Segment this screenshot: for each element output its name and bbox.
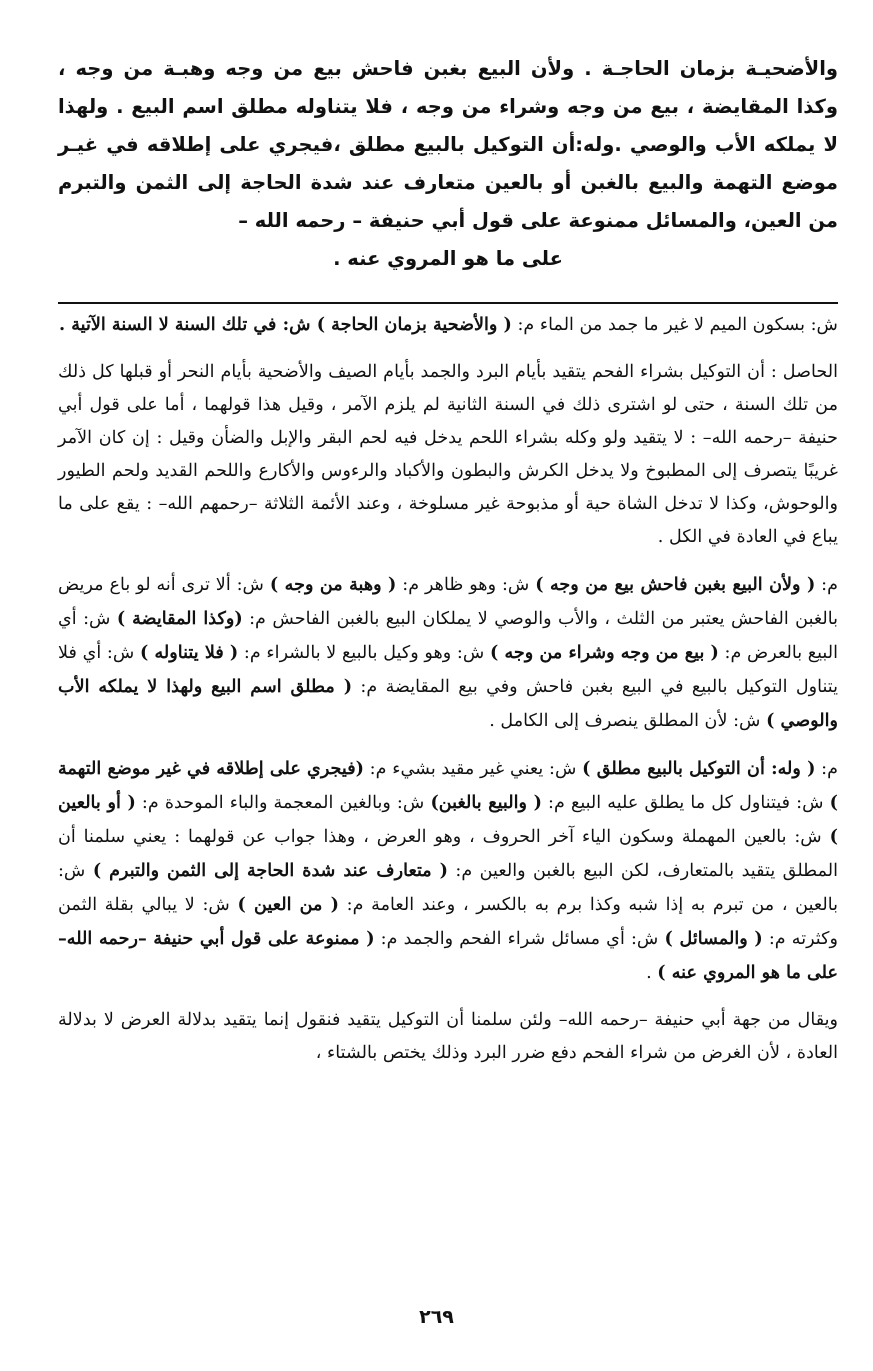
commentary-paragraph-4: م: ( وله: أن التوكيل بالبيع مطلق ) ش: يعني غير مقيد بشيء م: (فيجري على إطلاقه في غير موضع التهمة ) ش: فيتناول كل ما يطلق عليه البيع م: ( والبيع بالغبن) ش: وبالغين المعجمة والباء الموحدة م: ( أو بالعين ) ش: بالعين المهملة وسكون الياء آخر الحروف ، وهو العرض ، وهذا جواب عن قولهما : يعني سلمنا أن المطلق يتقيد بالمتعارف، لكن البيع بالغبن والعين م: ( متعارف عند شدة الحاجة إلى الثمن والتبرم ) ش: بالعين ، من تبرم به إذا شبه وكذا برم به بالكسر ، وعند العامة م: ( من العين ) ش: لا يبالي بقلة الثمن وكثرته م: ( والمسائل ) ش: أي مسائل شراء الفحم والجمد م: ( ممنوعة على قول أبي حنيفة –رحمه الله– على ما هو المروي عنه ) . [58, 758, 839, 983]
commentary-paragraph-2: الحاصل : أن التوكيل بشراء الفحم يتقيد بأيام البرد والجمد بأيام الصيف والأضحية بأيام النحر أو قبلها كل ذلك من تلك السنة ، حتى لو اشترى ذلك في السنة الثانية لم يلزم الآمر ، وقيل هذا قولهما ، أما على قول أبي حنيفة –رحمه الله– : لا يتقيد ولو وكله بشراء اللحم يدخل فيه لحم البقر والإبل والضأن وقيل : إن كان الآمر غريبًا يتصرف إلى المطبوخ ولا يدخل الكرش والبطون والأكباد والرءوس والأكارع واللحم القديد ولحم الطيور والوحوش، وكذا لا تدخل الشاة حية أو مذبوحة غير مسلوخة ، وعند الأئمة الثلاثة –رحمهم الله– : يقع على ما يباع في العادة في الكل . [58, 362, 838, 547]
quoted-matn: ( متعارف عند شدة الحاجة إلى الثمن والتبرم ) [92, 860, 448, 881]
main-text-matn [58, 50, 838, 278]
quoted-matn: ( وهبة من وجه ) [269, 574, 397, 595]
quoted-matn: (وكذا المقايضة ) [116, 608, 243, 629]
quoted-matn: ( والمسائل ) [664, 928, 763, 949]
quoted-matn: ( وله: أن التوكيل بالبيع مطلق ) [582, 758, 816, 779]
quoted-matn: ( والبيع بالغبن) [430, 792, 542, 813]
commentary-paragraph-1: ش: بسكون الميم لا غير ما جمد من الماء م: ( والأضحية بزمان الحاجة ) ش: في تلك السنة لا السنة الآتية . [59, 314, 838, 335]
book-page [58, 50, 838, 1350]
quoted-matn: ( بيع من وجه وشراء من وجه ) [489, 642, 719, 663]
quoted-matn: ( من العين ) [237, 894, 339, 915]
matn-last-line: على ما هو المروي عنه . [333, 247, 563, 270]
commentary-paragraph-3: م: ( ولأن البيع بغبن فاحش بيع من وجه ) ش: وهو ظاهر م: ( وهبة من وجه ) ش: ألا ترى أنه لو باع مريض بالغبن الفاحش يعتبر من الثلث ، والأب والوصي لا يملكان البيع بالغبن الفاحش م: (وكذا المقايضة ) ش: أي البيع بالعرض م: ( بيع من وجه وشراء من وجه ) ش: وهو وكيل بالبيع لا بالشراء م: ( فلا يتناوله ) ش: أي فلا يتناول التوكيل بالبيع في البيع بغبن فاحش وفي بيع المقايضة م: ( مطلق اسم البيع ولهذا لا يملكه الأب والوصي ) ش: لأن المطلق ينصرف إلى الكامل . [58, 574, 838, 731]
page-number: ٢٦٩ [419, 1306, 454, 1328]
quoted-matn: (فيجري على إطلاقه في غير موضع التهمة ) [58, 758, 838, 813]
quoted-matn: ( فلا يتناوله ) [139, 642, 239, 663]
quoted-matn: ( أو بالعين ) [58, 792, 838, 847]
quoted-matn: ( مطلق اسم البيع ولهذا لا يملكه الأب والوصي ) [58, 676, 838, 731]
quoted-matn: ( ولأن البيع بغبن فاحش بيع من وجه ) [535, 574, 816, 595]
quoted-matn: ( ممنوعة على قول أبي حنيفة –رحمه الله– على ما هو المروي عنه ) [58, 928, 838, 983]
commentary-bold: ش: في تلك السنة لا السنة الآتية . [59, 314, 317, 335]
matn-body: والأضحيـة بزمان الحاجـة . ولأن البيع بغبن فاحش بيع من وجه وهبـة من وجه ، وكذا المقايضة ، بيع من وجه وشراء من وجه ، فلا يتناوله مطلق اسم البيع . ولهذا لا يملكه الأب والوصي .وله:أن التوكيل بالبيع مطلق ،فيجري على إطلاقه في غيـر موضع التهمة والبيع بالغبن أو بالعين متعارف عند شدة الحاجة إلى الثمن والتبرم من العين، والمسائل ممنوعة على قول أبي حنيفة – رحمه الله – [58, 57, 838, 232]
commentary-paragraph-5: ويقال من جهة أبي حنيفة –رحمه الله– ولئن سلمنا أن التوكيل يتقيد فنقول إنما يتقيد بدلالة العرض لا بدلالة العادة ، لأن الغرض من شراء الفحم دفع ضرر البرد وذلك يختص بالشتاء ، [58, 1010, 838, 1063]
quoted-matn: ( والأضحية بزمان الحاجة ) [316, 314, 512, 335]
separator-line [58, 302, 838, 304]
